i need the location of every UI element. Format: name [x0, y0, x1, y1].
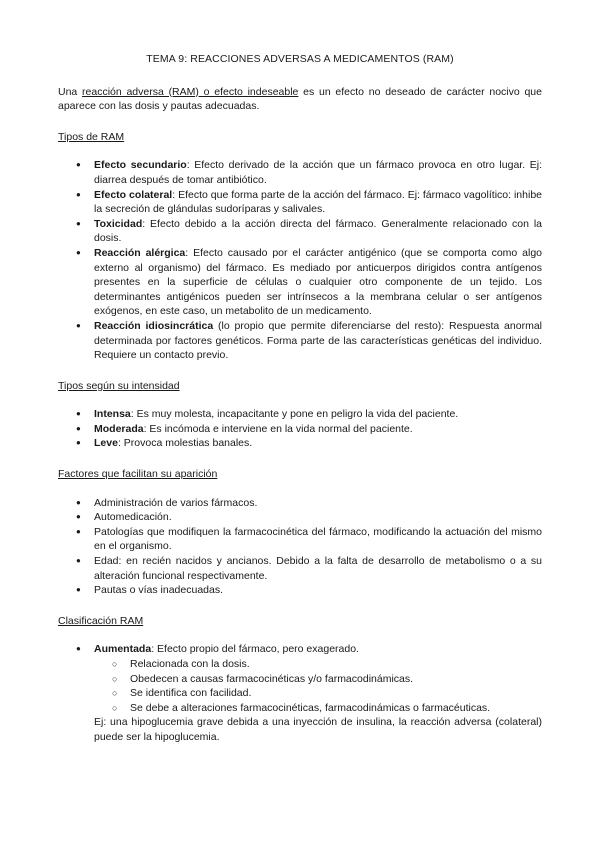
list-item: [58, 217, 542, 246]
section-heading-tipos-ram: Tipos de RAM: [58, 130, 125, 143]
list-item-term: Toxicidad: [94, 217, 143, 230]
list-item: ● Patologías que modifiquen la farmacocinética del fármaco, modificando la actuación del mismo en el organismo.: [58, 525, 542, 554]
list-item-text: : Efecto propio del fármaco, pero exagerado.: [151, 643, 359, 656]
list-item-text: : Es incómoda e interviene en la vida normal del paciente.: [143, 422, 413, 435]
list-item: [58, 188, 542, 217]
sub-list-item: ○ Se identifica con facilidad.: [94, 686, 542, 701]
list-item-term: Intensa: [94, 408, 131, 421]
list-item: [58, 642, 542, 744]
aumentada-example: Ej: una hipoglucemia grave debida a una inyección de insulina, la reacción adversa (colateral) puede ser la hipoglucemia.: [94, 716, 542, 743]
section-heading-clasificacion: Clasificación RAM: [58, 614, 144, 627]
list-item: ● Automedicación.: [58, 510, 542, 525]
list-item: ● Administración de varios fármacos.: [58, 496, 542, 511]
tipos-ram-list: [58, 158, 542, 362]
list-item-term: Reacción idiosincrática: [94, 319, 214, 332]
list-item-text: : Efecto causado por el carácter antigénico (que se comporta como algo externo al organismo) del fármaco. Es mediado por anticuerpos dirigidos contra antígenos presentes en la superficie de células o cualquier otro componente de un tejido. Los determinantes antigénicos pueden ser intrínsecos a la membrana celular o ser antígenos exógenos, en este caso, un metabolito de un medicamento.: [94, 246, 543, 318]
list-item: ● Pautas o vías inadecuadas.: [58, 583, 542, 598]
list-item: [58, 319, 542, 363]
clasificacion-list: [58, 642, 542, 744]
aumentada-sublist: [94, 657, 542, 715]
list-item: [58, 407, 542, 422]
intro-term: reacción adversa (RAM) o efecto indeseable: [82, 85, 299, 98]
list-item-term: Efecto colateral: [94, 188, 173, 201]
intensidad-list: [58, 407, 542, 451]
factores-list: [58, 496, 542, 598]
list-item-term: Aumentada: [94, 643, 152, 656]
list-item-term: Reacción alérgica: [94, 246, 186, 259]
sub-list-item: ○ Se debe a alteraciones farmacocinéticas, farmacodinámicas o farmacéuticas.: [94, 701, 542, 716]
list-item-text: : Efecto que forma parte de la acción del fármaco. Ej: fármaco vagolítico: inhibe la secreción de glándulas sudoríparas y salivales.: [94, 188, 542, 216]
sub-list-item: ○ Relacionada con la dosis.: [94, 657, 542, 672]
list-item-text: : Es muy molesta, incapacitante y pone en peligro la vida del paciente.: [130, 408, 459, 421]
section-heading-intensidad: Tipos según su intensidad: [58, 379, 180, 392]
list-item: [58, 422, 542, 437]
list-item-text: : Efecto debido a la acción directa del fármaco. Generalmente relacionado con la dosis.: [94, 217, 542, 245]
list-item-text: : Efecto derivado de la acción que un fármaco provoca en otro lugar. Ej: diarrea después de tomar antibiótico.: [94, 159, 542, 186]
list-item-text: (lo propio que permite diferenciarse del resto): Respuesta anormal determinada por factores genéticos. Forma parte de las características genéticas del individuo. Requiere un contacto previo.: [94, 319, 542, 362]
list-item-term: Efecto secundario: [94, 159, 187, 172]
list-item: [58, 158, 542, 187]
intro-suffix: es un efecto no deseado de carácter nocivo que aparece con las dosis y pautas adecuadas.: [58, 85, 542, 113]
intro-paragraph: [58, 85, 542, 114]
list-item: [58, 436, 542, 451]
intro-prefix: Una: [58, 85, 83, 98]
list-item-term: Moderada: [94, 422, 144, 435]
list-item-text: : Provoca molestias banales.: [117, 437, 253, 450]
list-item: [58, 246, 542, 319]
section-heading-factores: Factores que facilitan su aparición: [58, 468, 218, 481]
page-title: TEMA 9: REACCIONES ADVERSAS A MEDICAMENTOS (RAM): [146, 53, 454, 65]
list-item-term: Leve: [94, 437, 118, 450]
list-item: ● Edad: en recién nacidos y ancianos. Debido a la falta de desarrollo de metabolismo o a su alteración funcional respectivamente.: [58, 554, 542, 583]
sub-list-item: ○ Obedecen a causas farmacocinéticas y/o farmacodinámicas.: [94, 672, 542, 687]
